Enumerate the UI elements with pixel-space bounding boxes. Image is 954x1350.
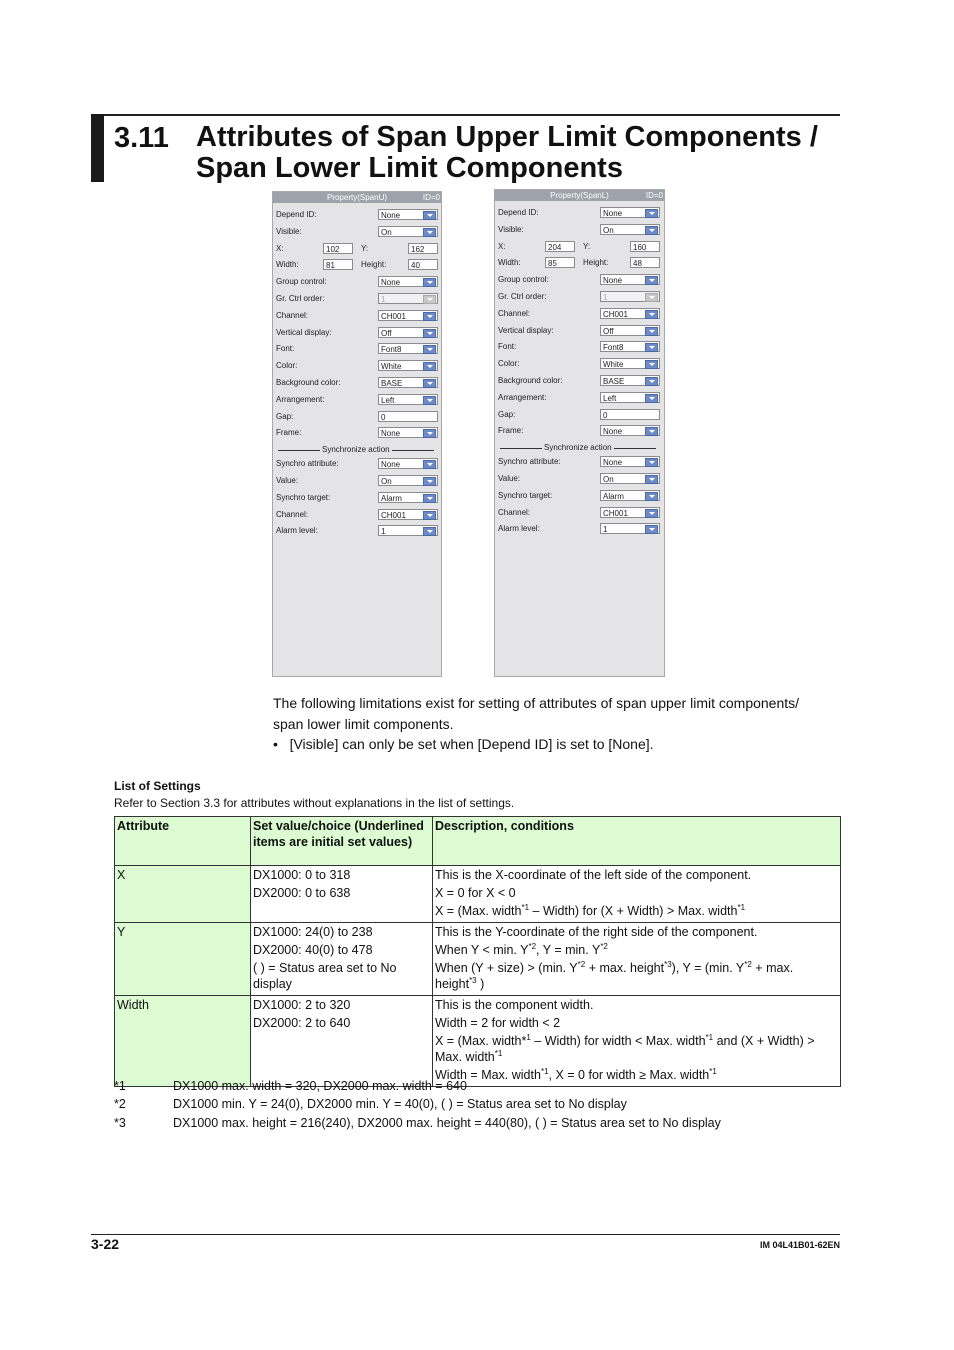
x-field-value: 204	[548, 242, 562, 252]
group-control-dropdown[interactable]	[600, 274, 660, 285]
divider-line	[392, 450, 434, 451]
row-width-desc-3a: X = (Max. width*	[435, 1034, 527, 1048]
chevron-down-icon	[649, 478, 655, 481]
row-y-desc-2b: , Y = min. Y	[536, 943, 601, 957]
chevron-down-icon	[649, 279, 655, 282]
row-y-value-2: DX2000: 40(0) to 478	[253, 943, 373, 957]
font-dropdown[interactable]	[378, 343, 438, 354]
chevron-down-icon	[427, 315, 433, 318]
color-dropdown-value: White	[603, 360, 624, 370]
section-number: 3.11	[114, 122, 169, 154]
table-row	[115, 866, 841, 923]
gr-ctrl-order-dropdown-value: 1	[381, 295, 386, 304]
row-width-value-2: DX2000: 2 to 640	[253, 1016, 351, 1030]
chevron-down-icon	[427, 214, 433, 217]
field-label: Channel:	[498, 308, 531, 318]
synchro-target-dropdown[interactable]	[600, 490, 660, 501]
group-control-dropdown[interactable]	[378, 276, 438, 287]
frame-dropdown-value: None	[603, 427, 623, 437]
x-field-value: 102	[326, 244, 340, 254]
field-label: Channel:	[276, 310, 309, 320]
field-label: Frame:	[276, 428, 302, 438]
footnote-ref: *1	[709, 1066, 717, 1076]
field-label: Gap:	[498, 409, 516, 419]
field-label: Background color:	[276, 378, 341, 387]
depend-id-dropdown-value: None	[603, 209, 623, 218]
value-dropdown[interactable]	[600, 473, 660, 484]
row-y-desc-1: This is the Y-coordinate of the right side of the component.	[435, 925, 758, 939]
row-y-desc-3c: ), Y = (min. Y	[671, 961, 745, 975]
list-of-settings-heading: List of Settings	[114, 779, 201, 793]
row-width-value-1: DX1000: 2 to 320	[253, 998, 351, 1012]
value-dropdown-value: On	[603, 475, 614, 484]
synchro-target-dropdown-value: Alarm	[603, 491, 624, 501]
arrangement-dropdown-value: Left	[603, 393, 617, 403]
divider-label: Synchronize action	[544, 443, 612, 453]
field-label: Visible:	[498, 224, 524, 234]
width-field-value: 85	[548, 259, 557, 269]
y-field-value: 162	[411, 244, 425, 254]
divider-line	[614, 448, 656, 449]
settings-table	[114, 816, 841, 1087]
row-x-desc-3	[435, 903, 838, 919]
field-label: Synchro target:	[276, 492, 331, 502]
vertical-display-dropdown[interactable]	[378, 327, 438, 338]
group-control-dropdown-value: None	[381, 278, 401, 288]
field-label: Height:	[361, 260, 387, 270]
group-control-dropdown-value: None	[603, 276, 623, 286]
row-x-attribute: X	[115, 866, 251, 923]
footer-rule	[91, 1234, 840, 1235]
chevron-down-icon	[649, 330, 655, 333]
depend-id-dropdown-value: None	[381, 211, 401, 220]
chevron-down-icon	[427, 399, 433, 402]
chevron-down-icon	[427, 382, 433, 385]
arrangement-dropdown[interactable]	[600, 392, 660, 403]
chevron-down-icon	[427, 432, 433, 435]
row-y-description	[433, 923, 841, 996]
chevron-down-icon	[649, 212, 655, 215]
chevron-down-icon	[427, 365, 433, 368]
row-width-desc-4	[435, 1067, 838, 1083]
footnote-ref: *1	[705, 1032, 714, 1042]
field-label: Synchro attribute:	[276, 459, 339, 469]
divider-label: Synchronize action	[322, 445, 390, 455]
footnote-text: DX1000 max. width = 320, DX2000 max. width = 640	[173, 1079, 467, 1093]
footnote-1	[114, 1079, 467, 1093]
footnote-key: *2	[114, 1097, 126, 1111]
bullet-text: [Visible] can only be set when [Depend ID] is set to [None].	[289, 736, 654, 752]
channel2-dropdown-value: CH001	[381, 510, 406, 520]
synchro-target-dropdown-value: Alarm	[381, 493, 402, 503]
channel2-dropdown[interactable]	[378, 509, 438, 520]
field-label: Y:	[361, 243, 369, 253]
field-label: Arrangement:	[498, 392, 547, 402]
channel-dropdown-value: CH001	[603, 309, 628, 319]
frame-dropdown[interactable]	[600, 425, 660, 436]
vertical-display-dropdown-value: Off	[603, 326, 614, 336]
divider-line	[500, 448, 542, 449]
color-dropdown-value: White	[381, 362, 402, 372]
depend-id-dropdown[interactable]	[600, 207, 660, 218]
footnote-ref: *1	[494, 1048, 503, 1058]
color-dropdown[interactable]	[378, 360, 438, 371]
bg-color-dropdown-value: BASE	[603, 377, 625, 386]
row-y-desc-3d: + max. height	[435, 961, 794, 991]
field-label: Font:	[498, 342, 517, 352]
chevron-down-icon	[649, 346, 655, 349]
chevron-down-icon	[427, 348, 433, 351]
visible-dropdown-value: On	[381, 227, 392, 237]
footnote-key: *1	[114, 1079, 126, 1093]
row-width-desc-1: This is the component width.	[435, 998, 594, 1012]
row-x-description	[433, 866, 841, 923]
bullet-dot: •	[273, 736, 290, 752]
height-field-value: 48	[633, 259, 642, 269]
section-title-line-2: Span Lower Limit Components	[196, 152, 623, 184]
font-dropdown-value: Font8	[603, 343, 624, 353]
row-width-values	[251, 996, 433, 1087]
bg-color-dropdown[interactable]	[600, 375, 660, 386]
field-label: Height:	[583, 258, 609, 268]
gr-ctrl-order-dropdown-value: 1	[603, 293, 608, 302]
field-label: Depend ID:	[276, 210, 317, 219]
visible-dropdown[interactable]	[378, 226, 438, 237]
row-width-desc-4b: , X = 0 for width ≥ Max. width	[548, 1068, 710, 1082]
alarm-level-dropdown-value: 1	[603, 525, 608, 535]
height-field[interactable]	[408, 259, 438, 270]
frame-dropdown[interactable]	[378, 427, 438, 438]
chevron-down-icon	[649, 461, 655, 464]
footnote-ref: 1	[526, 1032, 531, 1042]
field-label: Arrangement:	[276, 394, 325, 404]
alarm-level-dropdown[interactable]	[600, 523, 660, 534]
chevron-down-icon	[427, 463, 433, 466]
height-field[interactable]	[630, 257, 660, 268]
field-label: Synchro attribute:	[498, 457, 561, 467]
footnote-ref: *2	[744, 959, 752, 969]
row-x-desc-2: X = 0 for X < 0	[435, 886, 516, 900]
value-dropdown[interactable]	[378, 475, 438, 486]
panel-id: ID=0	[422, 193, 440, 202]
footnote-3	[114, 1116, 721, 1130]
row-y-desc-3e: )	[476, 977, 485, 991]
synchro-attribute-dropdown[interactable]	[378, 458, 438, 469]
synchro-attribute-dropdown-value: None	[381, 460, 401, 470]
row-width-desc-4a: Width = Max. width	[435, 1068, 541, 1082]
footnote-ref: *2	[577, 959, 586, 969]
width-field[interactable]	[545, 257, 575, 268]
synchro-attribute-dropdown-value: None	[603, 458, 623, 468]
row-width-desc-2: Width = 2 for width < 2	[435, 1016, 561, 1030]
gap-field-value: 0	[381, 412, 386, 422]
gap-field[interactable]	[378, 411, 438, 422]
chevron-down-icon	[427, 480, 433, 483]
visible-dropdown[interactable]	[600, 224, 660, 235]
chevron-down-icon	[427, 281, 433, 284]
font-dropdown[interactable]	[600, 341, 660, 352]
field-label: Font:	[276, 344, 295, 354]
divider-line	[278, 450, 320, 451]
width-field-value: 81	[326, 261, 335, 271]
field-label: Alarm level:	[276, 526, 318, 536]
chevron-down-icon	[649, 430, 655, 433]
row-y-values	[251, 923, 433, 996]
channel2-dropdown-value: CH001	[603, 508, 628, 518]
vertical-display-dropdown-value: Off	[381, 328, 392, 338]
footnote-ref: *3	[469, 975, 477, 985]
row-x-value-2: DX2000: 0 to 638	[253, 886, 351, 900]
y-field[interactable]	[408, 243, 438, 254]
value-dropdown-value: On	[381, 477, 392, 486]
property-panel-spanl	[494, 189, 665, 677]
table-row	[115, 923, 841, 996]
channel-dropdown[interactable]	[600, 308, 660, 319]
field-label: Gr. Ctrl order:	[276, 294, 325, 303]
field-label: Gap:	[276, 411, 294, 421]
bg-color-dropdown[interactable]	[378, 377, 438, 388]
visible-dropdown-value: On	[603, 225, 614, 235]
chevron-down-icon	[649, 397, 655, 400]
field-label: Value:	[276, 476, 299, 485]
synchronize-action-divider	[498, 443, 658, 452]
chevron-down-icon	[649, 296, 655, 299]
panel-id: ID=0	[645, 191, 663, 200]
arrangement-dropdown[interactable]	[378, 394, 438, 405]
chevron-down-icon	[649, 363, 655, 366]
field-label: Background color:	[498, 376, 563, 385]
gap-field[interactable]	[600, 409, 660, 420]
footnote-ref: *1	[540, 1066, 549, 1076]
synchronize-action-divider	[276, 445, 436, 454]
row-width-description	[433, 996, 841, 1087]
header-description: Description, conditions	[433, 817, 841, 866]
height-field-value: 40	[411, 261, 420, 271]
row-y-desc-2a: When Y < min. Y	[435, 943, 529, 957]
gr-ctrl-order-dropdown	[600, 291, 660, 302]
x-field[interactable]	[323, 243, 353, 254]
panel-title: Property(SpanL)	[495, 190, 664, 201]
font-dropdown-value: Font8	[381, 345, 402, 355]
row-x-desc-1: This is the X-coordinate of the left side of the component.	[435, 868, 752, 882]
y-field-value: 160	[633, 242, 647, 252]
row-width-desc-3b: – Width) for width < Max. width	[530, 1034, 706, 1048]
section-title	[196, 122, 818, 184]
table-row	[115, 996, 841, 1087]
row-y-desc-2	[435, 942, 838, 958]
field-label: Gr. Ctrl order:	[498, 292, 547, 301]
row-y-value-3: ( ) = Status area set to No display	[253, 961, 397, 991]
channel-dropdown[interactable]	[378, 310, 438, 321]
field-label: Frame:	[498, 426, 524, 436]
synchro-attribute-dropdown[interactable]	[600, 456, 660, 467]
intro-paragraph: The following limitations exist for setting of attributes of span upper limit components/ span lower limit components.	[273, 695, 800, 732]
list-of-settings-description: Refer to Section 3.3 for attributes without explanations in the list of settings.	[114, 796, 515, 810]
footnote-text: DX1000 max. height = 216(240), DX2000 max. height = 440(80), ( ) = Status area set to No display	[173, 1116, 721, 1130]
field-label: Visible:	[276, 226, 302, 236]
field-label: Synchro target:	[498, 490, 553, 500]
section-bar	[91, 114, 104, 182]
header-set-value: Set value/choice (Underlined items are initial set values)	[251, 817, 433, 866]
row-y-attribute: Y	[115, 923, 251, 996]
channel2-dropdown[interactable]	[600, 507, 660, 518]
alarm-level-dropdown[interactable]	[378, 525, 438, 536]
row-width-desc-3	[435, 1033, 838, 1065]
chevron-down-icon	[649, 528, 655, 531]
field-label: Vertical display:	[498, 325, 554, 335]
alarm-level-dropdown-value: 1	[381, 527, 386, 537]
chevron-down-icon	[427, 530, 433, 533]
row-x-values	[251, 866, 433, 923]
row-y-value-1: DX1000: 24(0) to 238	[253, 925, 373, 939]
property-panel-spanu	[272, 191, 442, 677]
field-label: Value:	[498, 474, 521, 483]
field-label: X:	[276, 243, 284, 253]
row-width-desc-3c: and (X + Width) > Max. width	[435, 1034, 815, 1064]
footnote-key: *3	[114, 1116, 126, 1130]
field-label: Width:	[498, 258, 521, 268]
table-header-row	[115, 817, 841, 866]
color-dropdown[interactable]	[600, 358, 660, 369]
panel-title: Property(SpanU)	[273, 192, 441, 203]
frame-dropdown-value: None	[381, 429, 401, 439]
width-field[interactable]	[323, 259, 353, 270]
chevron-down-icon	[427, 298, 433, 301]
chevron-down-icon	[649, 495, 655, 498]
row-x-desc-3b: – Width) for (X + Width) > Max. width	[529, 904, 738, 918]
gr-ctrl-order-dropdown	[378, 293, 438, 304]
footnote-ref: *2	[528, 941, 537, 951]
footnote-ref: *1	[521, 902, 530, 912]
chevron-down-icon	[427, 514, 433, 517]
section-title-line-1: Attributes of Span Upper Limit Components /	[196, 121, 818, 153]
footnote-ref: *2	[600, 941, 608, 951]
row-x-value-1: DX1000: 0 to 318	[253, 868, 351, 882]
chevron-down-icon	[427, 497, 433, 500]
chevron-down-icon	[427, 332, 433, 335]
page-number: 3-22	[91, 1236, 120, 1252]
chevron-down-icon	[649, 512, 655, 515]
row-y-desc-3b: + max. height	[585, 961, 665, 975]
row-y-desc-3	[435, 960, 838, 992]
field-label: Group control:	[276, 277, 327, 287]
field-label: Alarm level:	[498, 524, 540, 534]
y-field[interactable]	[630, 241, 660, 252]
footnote-text: DX1000 min. Y = 24(0), DX2000 min. Y = 40(0), ( ) = Status area set to No display	[173, 1097, 627, 1111]
field-label: Group control:	[498, 275, 549, 285]
field-label: Depend ID:	[498, 208, 539, 217]
channel-dropdown-value: CH001	[381, 311, 406, 321]
field-label: Channel:	[498, 507, 531, 517]
x-field[interactable]	[545, 241, 575, 252]
field-label: X:	[498, 241, 506, 251]
footnote-ref: *3	[664, 959, 672, 969]
field-label: Y:	[583, 241, 591, 251]
field-label: Color:	[276, 361, 298, 371]
arrangement-dropdown-value: Left	[381, 395, 395, 405]
row-y-desc-3a: When (Y + size) > (min. Y	[435, 961, 578, 975]
top-rule	[91, 114, 840, 116]
footnote-2	[114, 1097, 627, 1111]
synchro-target-dropdown[interactable]	[378, 492, 438, 503]
chevron-down-icon	[427, 231, 433, 234]
row-x-desc-3a: X = (Max. width	[435, 904, 522, 918]
chevron-down-icon	[649, 380, 655, 383]
chevron-down-icon	[649, 229, 655, 232]
bg-color-dropdown-value: BASE	[381, 379, 403, 388]
row-width-attribute: Width	[115, 996, 251, 1087]
chevron-down-icon	[649, 313, 655, 316]
field-label: Width:	[276, 260, 299, 270]
depend-id-dropdown[interactable]	[378, 209, 438, 220]
field-label: Vertical display:	[276, 327, 332, 337]
field-label: Color:	[498, 359, 520, 369]
footnote-ref: *1	[737, 902, 746, 912]
document-id: IM 04L41B01-62EN	[759, 1240, 840, 1250]
intro-bullet	[273, 736, 654, 752]
gap-field-value: 0	[603, 410, 608, 420]
header-attribute: Attribute	[115, 817, 251, 866]
vertical-display-dropdown[interactable]	[600, 325, 660, 336]
field-label: Channel:	[276, 509, 309, 519]
